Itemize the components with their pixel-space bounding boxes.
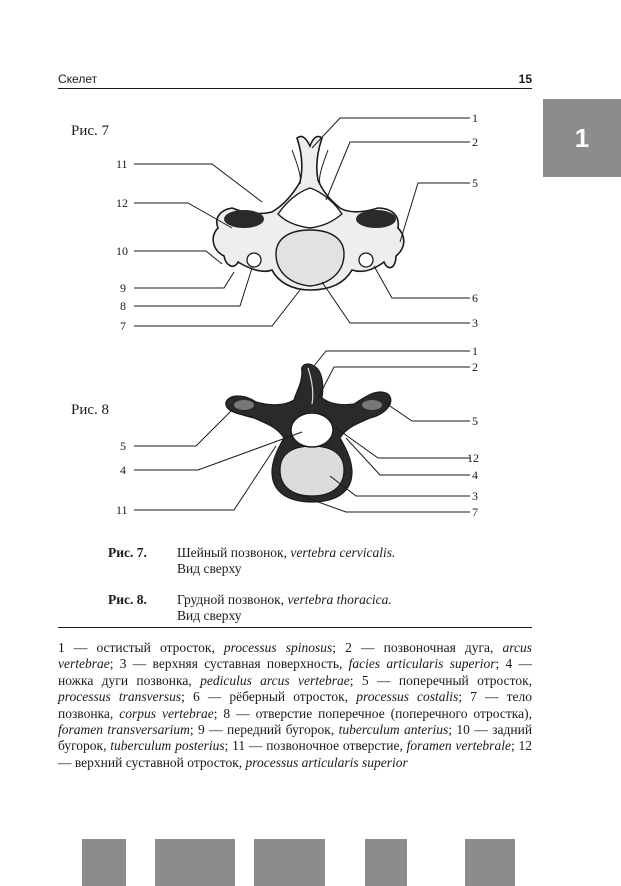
figure-7-cervical-vertebra [0, 105, 621, 341]
fig8-callout-3: 3 [472, 489, 478, 503]
thumb-index-block [155, 839, 235, 886]
legend-item: 4 — ножка дуги позвонка, pediculus arcus vertebrae; [58, 656, 532, 688]
caption-text: Грудной позвонок, vertebra thoracica. Вид сверху [177, 592, 392, 623]
legend-item: 1 — остистый отросток, processus spinosus; [58, 640, 346, 655]
caption-number: Рис. 7. [108, 545, 147, 560]
fig8-callout-4: 4 [472, 468, 478, 482]
caption-rule [58, 627, 532, 628]
figure-legend [58, 640, 532, 771]
thumb-index-block [465, 839, 515, 886]
section-title: Скелет [58, 72, 98, 86]
legend-item: 2 — позвоночная дуга, arcus vertebrae; [58, 640, 533, 672]
fig8-callout-5-left: 5 [120, 439, 126, 453]
legend-item: 9 — передний бугорок, tuberculum anterius; [198, 722, 457, 738]
legend-item: 8 — отверстие поперечное (поперечного отростка), foramen transversarium; [58, 705, 532, 738]
fig7-callout-12: 12 [116, 196, 128, 210]
fig8-callout-7: 7 [472, 505, 478, 519]
fig7-callout-5: 5 [472, 176, 478, 190]
fig7-callout-9: 9 [120, 281, 126, 295]
thoracic-vertebra-illustration [226, 364, 391, 502]
fig7-callout-6: 6 [472, 291, 478, 305]
legend-item: 3 — верхняя суставная поверхность, facies articularis superior; [119, 656, 506, 672]
legend-item: 11 — позвоночное отверстие, foramen vertebrale; [232, 738, 519, 754]
thumb-index-block [82, 839, 126, 886]
chapter-tab: 1 [543, 99, 621, 177]
fig7-callout-2: 2 [472, 135, 478, 149]
fig8-callout-12: 12 [467, 451, 479, 465]
legend-item: 12 — верхний суставной отросток, processus articularis superior [58, 738, 532, 770]
figure-7-label: Рис. 7 [71, 123, 110, 139]
legend-item: 7 — тело позвонка, corpus vertebrae; [58, 689, 533, 721]
fig8-callout-2: 2 [472, 360, 478, 374]
page-number: 15 [518, 72, 532, 86]
header-rule [58, 88, 532, 89]
caption-number: Рис. 8. [108, 592, 147, 607]
legend-item: 6 — рёберный отросток, processus costalis; [192, 689, 471, 705]
fig7-callout-1: 1 [472, 111, 478, 125]
cervical-vertebra-illustration [213, 136, 404, 290]
fig8-callout-5: 5 [472, 414, 478, 428]
figure-8-label: Рис. 8 [71, 402, 110, 418]
fig7-callout-11: 11 [116, 157, 128, 171]
legend-item: 5 — поперечный отросток, processus transversus; [58, 672, 533, 705]
fig8-callout-11: 11 [116, 503, 128, 517]
running-head [58, 70, 532, 88]
fig8-callout-4-left: 4 [120, 463, 126, 477]
fig7-callout-10: 10 [116, 244, 128, 258]
legend-item: 10 — задний бугорок, tuberculum posterius; [58, 722, 533, 754]
thumb-index-block [254, 839, 325, 886]
caption-text: Шейный позвонок, vertebra cervicalis. Вид сверху [177, 545, 396, 576]
fig7-callout-3: 3 [472, 316, 478, 330]
fig7-callout-8: 8 [120, 299, 126, 313]
fig8-callout-1: 1 [472, 344, 478, 358]
fig7-callout-7: 7 [120, 319, 126, 333]
thumb-index-block [365, 839, 407, 886]
figure-8-thoracic-vertebra [0, 340, 621, 525]
